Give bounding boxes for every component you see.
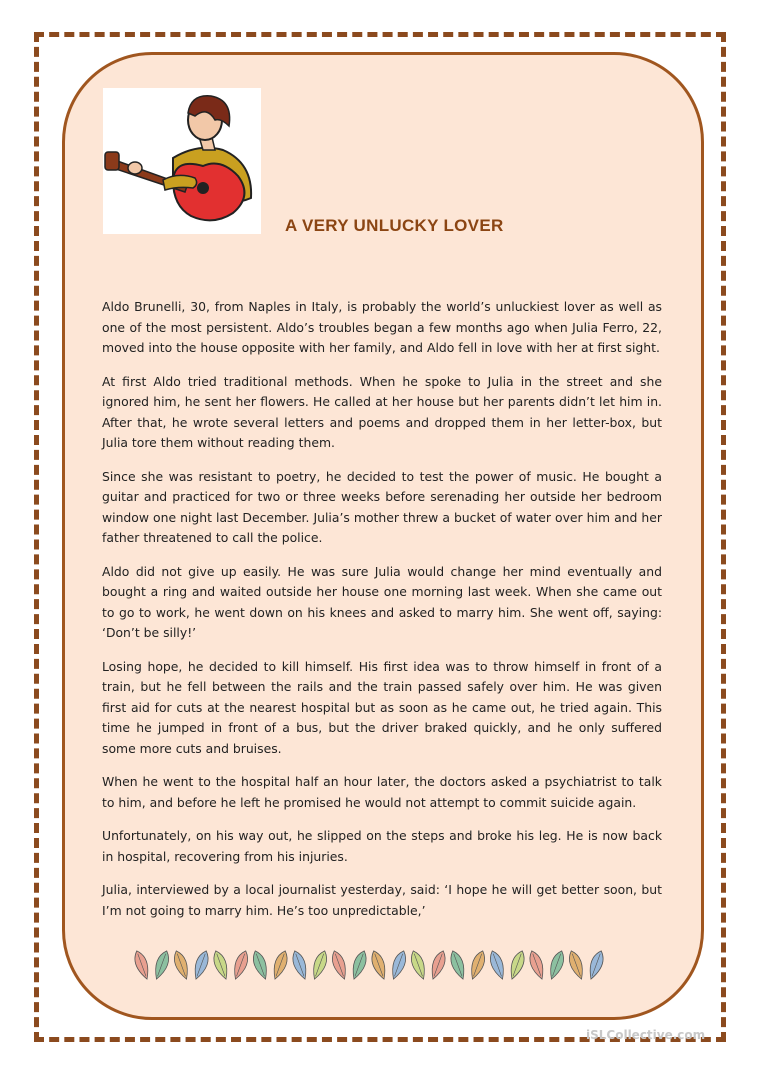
leaf-border-decoration [132,948,606,982]
guitar-player-illustration [103,88,261,234]
paragraph: Aldo did not give up easily. He was sure Julia would change her mind eventually and bought a ring and waited outside her house one morning last week. When she came out to go to work, he went down on his knees and asked to marry him. She went off, saying: ‘Don’t be silly!’ [102,563,662,640]
document-title: A VERY UNLUCKY LOVER [285,216,504,235]
paragraph: When he went to the hospital half an hour later, the doctors asked a psychiatrist to talk to him, and before he left he promised he would not attempt to commit suicide again. [102,774,662,810]
paragraph: Aldo Brunelli, 30, from Naples in Italy, is probably the world’s unluckiest lover as well as one of the most persistent. Aldo’s troubles began a few months ago when Julia Ferro, 22, moved into the house opposite with her family, and Aldo fell in love with her at first sight. [102,299,662,355]
guitar-player-icon [103,88,261,234]
paragraph: Unfortunately, on his way out, he slipped on the steps and broke his leg. He is now back in hospital, recovering from his injuries. [102,828,662,864]
watermark-text: iSLCollective.com [586,1028,706,1042]
paragraph: Losing hope, he decided to kill himself. His first idea was to throw himself in front of a train, but he fell between the rails and the train passed safely over him. He was given first aid for cuts at the nearest hospital but as soon as he came out, he tried again. This time he jumped in front of a bus, but the driver braked quickly, and he only suffered some more cuts and bruises. [102,658,662,756]
paragraph: Julia, interviewed by a local journalist yesterday, said: ‘I hope he will get better soon, but I’m not going to marry him. He’s too unpredictable,’ [102,882,662,918]
article-body [102,297,662,934]
paragraph: Since she was resistant to poetry, he decided to test the power of music. He bought a guitar and practiced for two or three weeks before serenading her outside her bedroom window one night last December. Julia’s mother threw a bucket of water over him and her father threatened to call the police. [102,468,662,545]
paragraph: At first Aldo tried traditional methods. When he spoke to Julia in the street and she ignored him, he sent her flowers. He called at her house but her parents didn’t let him in. After that, he wrote several letters and poems and dropped them in her letter-box, but Julia tore them without reading them. [102,373,662,450]
